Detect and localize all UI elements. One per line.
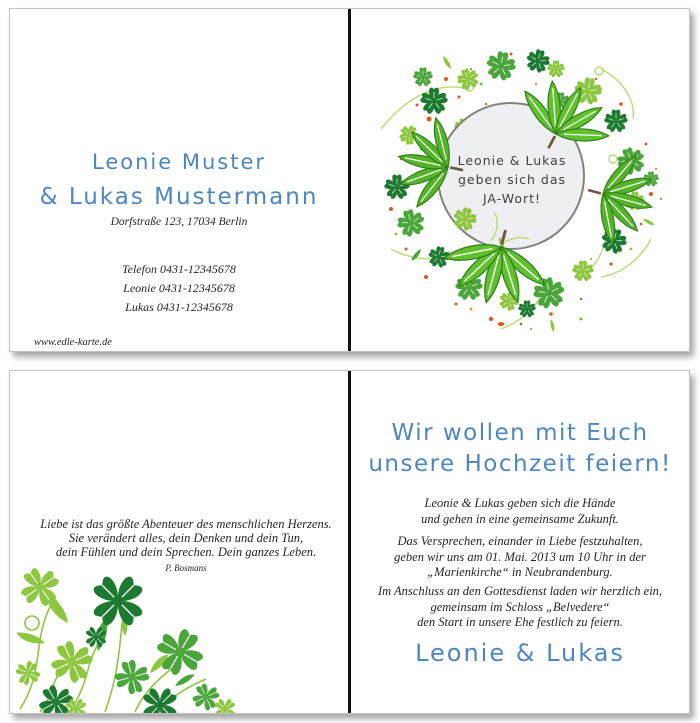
- card-inside-spread: [9, 370, 690, 714]
- wreath-text-line: JA-Wort!: [482, 191, 542, 206]
- invitation-paragraph: [351, 496, 689, 527]
- names-line2: & Lukas Mustermann: [39, 184, 319, 210]
- paragraph-line: und gehen in eine gemeinsame Zukunft.: [421, 511, 619, 526]
- card-front-panel: [351, 9, 689, 351]
- card-inside-right-panel: [351, 371, 689, 713]
- quote-line: Sie verändert alles, dein Denken und dein Tun,: [68, 531, 304, 545]
- card-back-panel: [10, 9, 348, 351]
- headline-line1: Wir wollen mit Euch: [391, 420, 649, 446]
- paragraph-line: Das Versprechen, einander in Liebe festzuhalten,: [397, 534, 643, 548]
- address-line: Dorfstraße 123, 17034 Berlin: [110, 216, 248, 228]
- bouquet-clovers: [13, 565, 236, 713]
- quote-line: dein Fühlen und dein Sprechen. Dein ganzes Leben.: [55, 545, 317, 559]
- paragraph-line: den Start in unsere Ehe festlich zu feiern.: [417, 615, 623, 629]
- names-line1: Leonie Muster: [92, 150, 266, 174]
- card-front-spread: [9, 8, 690, 352]
- wreath-text-line: Leonie & Lukas: [457, 153, 567, 168]
- phone-line: Lukas 0431-12345678: [125, 300, 233, 314]
- card-inside-left-panel: [10, 371, 348, 713]
- paragraph-line: gemeinsam im Schloss „Belvedere“: [430, 599, 610, 614]
- paragraph-line: Im Anschluss an den Gottesdienst laden wir herzlich ein,: [377, 584, 663, 598]
- wreath-text-line: geben sich das: [457, 172, 566, 187]
- paragraph-line: geben wir uns am 01. Mai. 2013 um 10 Uhr in der: [394, 549, 646, 564]
- quote-line: Liebe ist das größte Abenteuer des menschlichen Herzens.: [40, 517, 332, 531]
- headline-line2: unsere Hochzeit feiern!: [368, 451, 672, 477]
- invitation-headline: [351, 418, 689, 480]
- phone-line: Telefon 0431-12345678: [122, 262, 236, 276]
- quote-author: P. Bosmans: [165, 563, 207, 573]
- invitation-paragraph: [351, 534, 689, 581]
- phone-block: [10, 260, 348, 317]
- website-url: www.edle-karte.de: [34, 337, 112, 348]
- quote-block: [10, 517, 348, 559]
- signature-names: Leonie & Lukas: [415, 639, 625, 667]
- phone-line: Leonie 0431-12345678: [123, 281, 235, 295]
- wreath-announcement: [412, 151, 612, 208]
- paragraph-line: „Marienkirche“ in Neubrandenburg.: [427, 565, 613, 579]
- invitation-paragraph: [351, 584, 689, 631]
- paragraph-line: Leonie & Lukas geben sich die Hände: [424, 496, 616, 510]
